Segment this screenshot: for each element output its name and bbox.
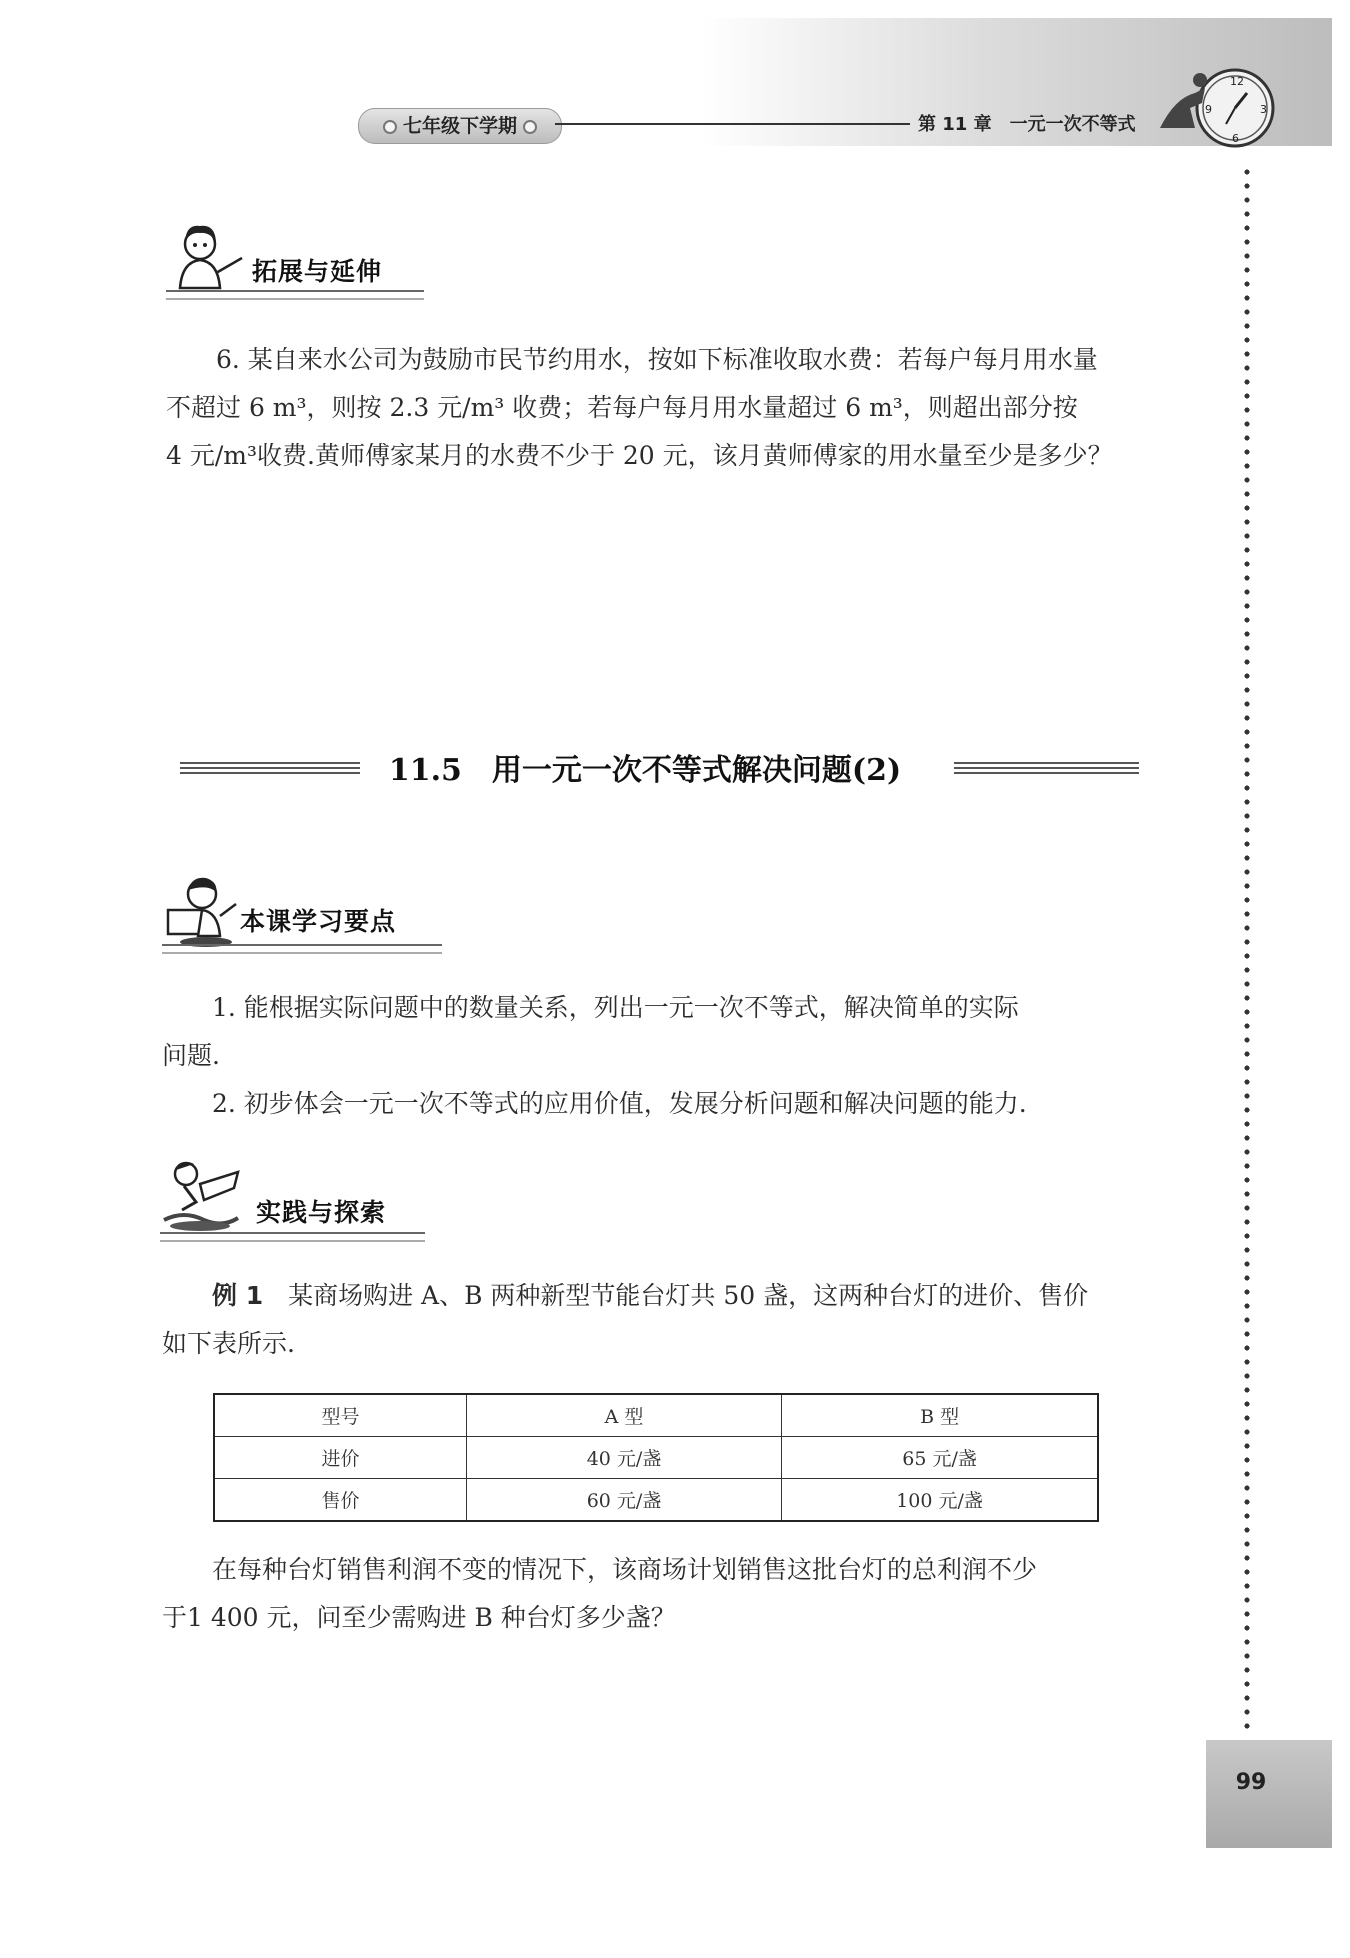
lesson-rule-right bbox=[954, 762, 1139, 774]
section-rule-practice bbox=[160, 1232, 425, 1242]
teacher-pointer-icon bbox=[166, 218, 246, 298]
header-rule bbox=[555, 123, 910, 125]
student-surfing-icon bbox=[160, 1154, 240, 1234]
lesson-title bbox=[340, 745, 950, 789]
pill-dot-right-icon bbox=[523, 120, 537, 134]
svg-text:6: 6 bbox=[1232, 132, 1239, 145]
section-rule-key-points bbox=[162, 944, 442, 954]
problem-6-line-2: 不超过 6 m³，则按 2.3 元/m³ 收费；若每户每月用水量超过 6 m³，则超出部分按 bbox=[166, 393, 1078, 422]
lesson-number: 11.5 bbox=[388, 753, 462, 788]
example-1-question bbox=[162, 1546, 1164, 1642]
table-cell: 65 元/盏 bbox=[782, 1437, 1098, 1479]
pill-dot-left-icon bbox=[383, 120, 397, 134]
problem-6-line-1: 6. 某自来水公司为鼓励市民节约用水，按如下标准收取水费：若每户每月用水量 bbox=[216, 345, 1098, 374]
example-1-line-2: 如下表所示. bbox=[162, 1329, 295, 1358]
section-title-practice: 实践与探索 bbox=[256, 1198, 387, 1227]
dotted-margin-border bbox=[1244, 165, 1250, 1735]
key-point-1-line-2: 问题. bbox=[162, 1041, 220, 1070]
table-header-row bbox=[214, 1394, 1098, 1437]
example-1-line-1 bbox=[162, 1272, 1164, 1320]
table-header-cell: B 型 bbox=[782, 1394, 1098, 1437]
svg-text:9: 9 bbox=[1205, 103, 1212, 116]
example-label: 例 1 bbox=[212, 1281, 264, 1310]
section-title-extension: 拓展与延伸 bbox=[252, 257, 383, 286]
svg-text:3: 3 bbox=[1260, 103, 1267, 116]
price-table bbox=[213, 1393, 1099, 1522]
table-cell: 100 元/盏 bbox=[782, 1479, 1098, 1522]
table-cell: 40 元/盏 bbox=[466, 1437, 781, 1479]
svg-text:12: 12 bbox=[1230, 75, 1244, 88]
lesson-rule-left bbox=[180, 762, 360, 774]
table-header-cell: 型号 bbox=[214, 1394, 466, 1437]
table-header-cell: A 型 bbox=[466, 1394, 781, 1437]
runner-clock-icon bbox=[1150, 58, 1280, 158]
grade-text: 七年级下学期 bbox=[403, 115, 518, 137]
key-point-2: 2. 初步体会一元一次不等式的应用价值，发展分析问题和解决问题的能力. bbox=[212, 1089, 1027, 1118]
student-book-icon bbox=[162, 870, 242, 950]
key-point-1-line-1: 1. 能根据实际问题中的数量关系，列出一元一次不等式，解决简单的实际 bbox=[212, 993, 1019, 1022]
table-row bbox=[214, 1479, 1098, 1522]
table-row bbox=[214, 1437, 1098, 1479]
example-1-text: 某商场购进 A、B 两种新型节能台灯共 50 盏，这两种台灯的进价、售价 bbox=[263, 1281, 1089, 1310]
example-1-question-line-2: 于1 400 元，问至少需购进 B 种台灯多少盏？ bbox=[162, 1603, 676, 1632]
example-1-intro bbox=[162, 1272, 1164, 1368]
lesson-name: 用一元一次不等式解决问题(2) bbox=[491, 753, 902, 788]
chapter-label: 第 11 章 一元一次不等式 bbox=[918, 114, 1136, 135]
problem-6-line-3: 4 元/m³收费.黄师傅家某月的水费不少于 20 元，该月黄师傅家的用水量至少是多少？ bbox=[166, 441, 1113, 470]
section-title-key-points: 本课学习要点 bbox=[240, 907, 397, 936]
grade-label bbox=[358, 108, 562, 144]
table-cell: 进价 bbox=[214, 1437, 466, 1479]
problem-6 bbox=[166, 336, 1166, 480]
section-rule-extension bbox=[166, 290, 424, 300]
page-number: 99 bbox=[1235, 1770, 1267, 1795]
key-points-list bbox=[162, 984, 1164, 1128]
example-1-question-line-1: 在每种台灯销售利润不变的情况下，该商场计划销售这批台灯的总利润不少 bbox=[212, 1555, 1038, 1584]
table-cell: 售价 bbox=[214, 1479, 466, 1522]
table-cell: 60 元/盏 bbox=[466, 1479, 781, 1522]
